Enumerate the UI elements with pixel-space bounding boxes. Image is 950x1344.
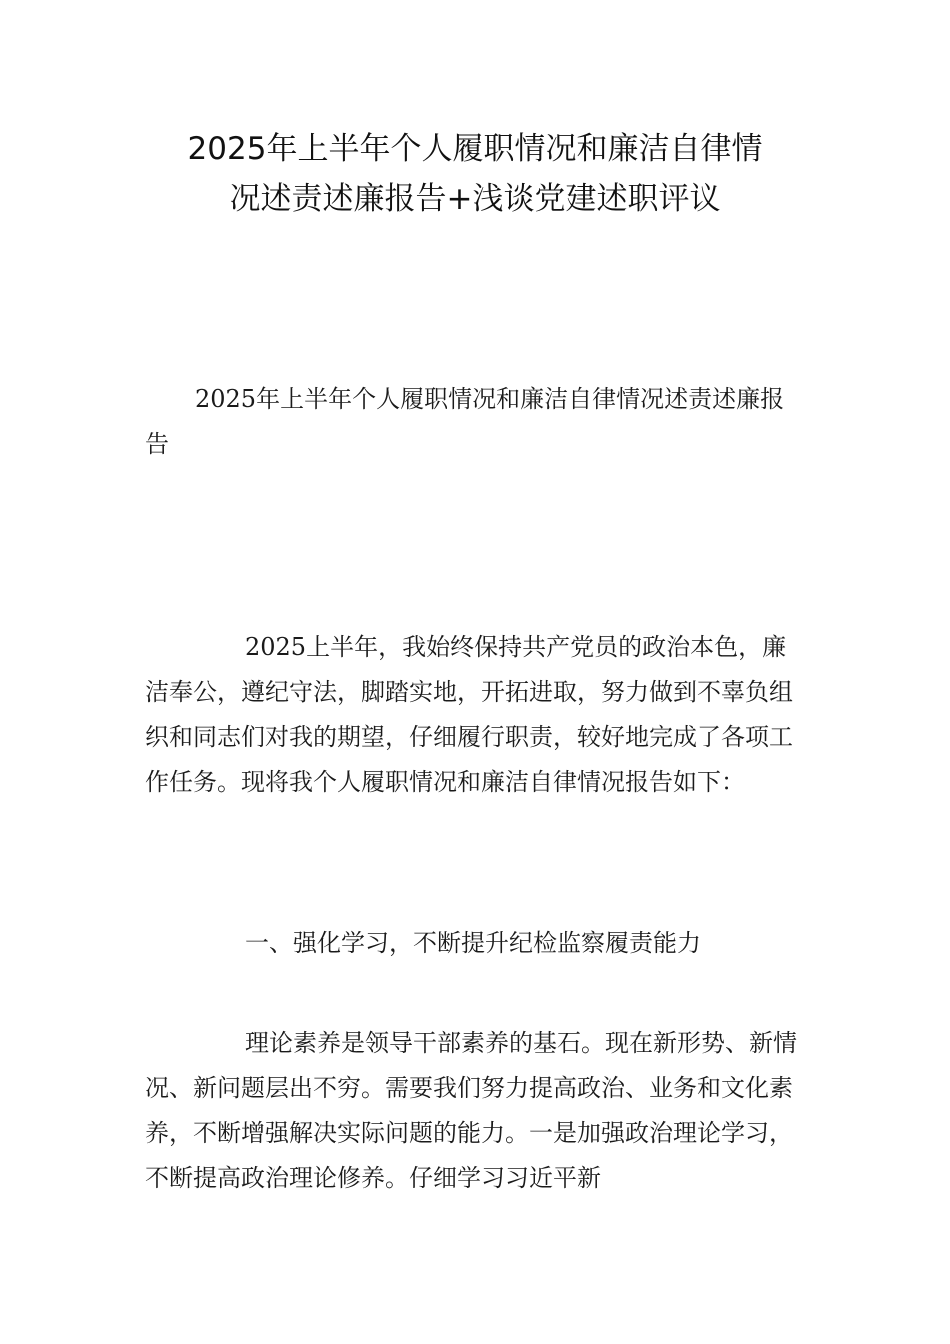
- section-heading-1: 一、强化学习，不断提升纪检监察履责能力: [245, 929, 701, 957]
- title-line-1: 2025年上半年个人履职情况和廉洁自律情: [187, 131, 763, 167]
- intro-paragraph: 2025上半年，我始终保持共产党员的政治本色，廉洁奉公，遵纪守法，脚踏实地，开拓进取，努力做到不辜负组织和同志们对我的期望，仔细履行职责，较好地完成了各项工作任务。现将我个人履职情况和廉洁自律情况报告如下：: [145, 633, 793, 796]
- report-subtitle: 2025年上半年个人履职情况和廉洁自律情况述责述廉报告: [145, 385, 785, 458]
- title-line-2: 况述责述廉报告+浅谈党建述职评议: [229, 181, 721, 217]
- section-1-paragraph: 理论素养是领导干部素养的基石。现在新形势、新情况、新问题层出不穷。需要我们努力提高政治、业务和文化素养，不断增强解决实际问题的能力。一是加强政治理论学习，不断提高政治理论修养。仔细学习习近平新: [145, 1029, 797, 1192]
- document-title: [145, 124, 805, 224]
